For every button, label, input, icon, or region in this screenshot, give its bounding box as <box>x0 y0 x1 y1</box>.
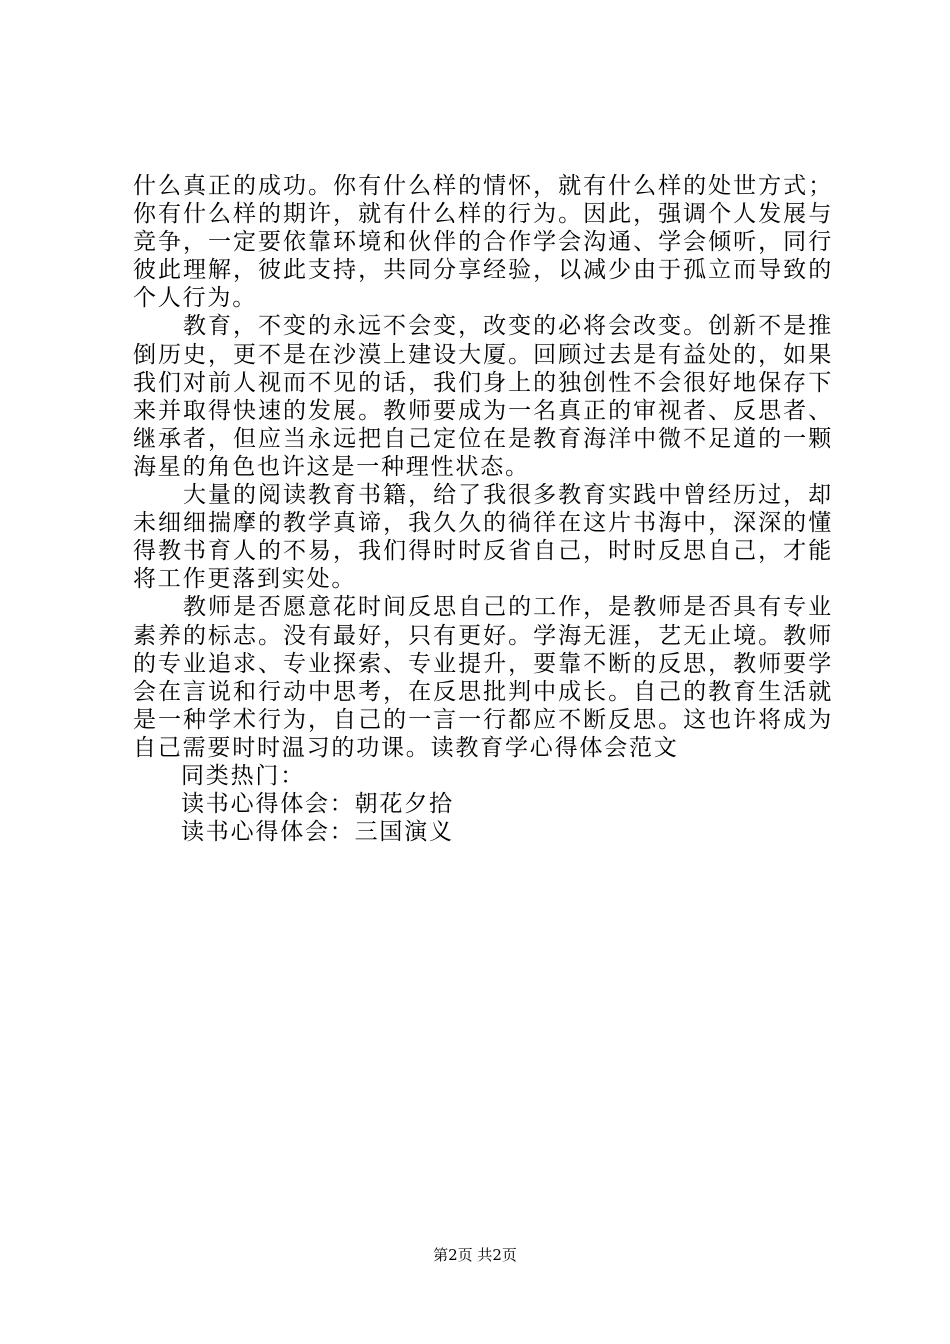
page-footer-number: 第2页 共2页 <box>433 1246 517 1264</box>
related-link-sanguo-yanyi[interactable]: 读书心得体会：三国演义 <box>181 819 454 846</box>
paragraph-continued: 什么真正的成功。你有什么样的情怀，就有什么样的处世方式；你有什么样的期许，就有什么样的行为。因此，强调个人发展与竞争，一定要依靠环境和伙伴的合作学会沟通、学会倾听，同行彼此理解，彼此支持，共同分享经验，以减少由于孤立而导致的个人行为。 <box>133 173 833 312</box>
related-heading: 同类热门： <box>181 762 305 789</box>
related-section <box>133 762 833 846</box>
related-link-zhaohua-xishi[interactable]: 读书心得体会：朝花夕拾 <box>181 791 454 818</box>
paragraph-education-change: 教育，不变的永远不会变，改变的必将会改变。创新不是推倒历史，更不是在沙漠上建设大厦。回顾过去是有益处的，如果我们对前人视而不见的话，我们身上的独创性不会很好地保存下来并取得快速的发展。教师要成为一名真正的审视者、反思者、继承者，但应当永远把自己定位在是教育海洋中微不足道的一颗海星的角色也许这是一种理性状态。 <box>133 313 833 480</box>
document-body <box>133 172 833 846</box>
paragraph-teacher-reflection: 教师是否愿意花时间反思自己的工作，是教师是否具有专业素养的标志。没有最好，只有更好。学海无涯，艺无止境。教师的专业追求、专业探索、专业提升，要靠不断的反思，教师要学会在言说和行动中思考，在反思批判中成长。自己的教育生活就是一种学术行为，自己的一言一行都应不断反思。这也许将成为自己需要时时温习的功课。读教育学心得体会范文 <box>133 594 833 761</box>
paragraph-reading-books: 大量的阅读教育书籍，给了我很多教育实践中曾经历过，却未细细揣摩的教学真谛，我久久的徜徉在这片书海中，深深的懂得教书育人的不易，我们得时时反省自己，时时反思自己，才能将工作更落到实处。 <box>133 482 833 593</box>
